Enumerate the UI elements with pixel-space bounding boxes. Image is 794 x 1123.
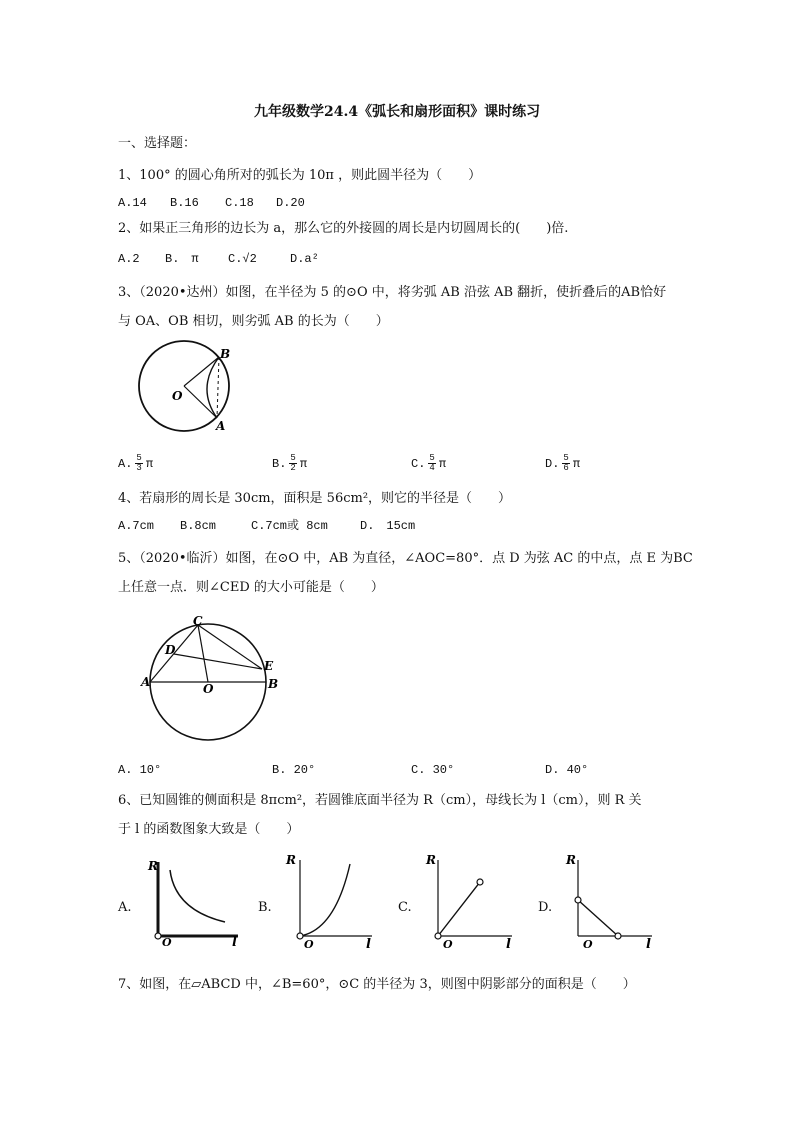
- q5-figure: [138, 612, 288, 762]
- q4-stem: 4、若扇形的周长是 30cm，面积是 56cm²，则它的半径是（ ）: [118, 491, 512, 506]
- q3-option-b: B. $\frac{5}{2}$ π: [272, 453, 308, 474]
- q3-stem-line2: 与 OA、OB 相切，则劣弧 AB 的长为（ ）: [118, 314, 389, 329]
- q6a-y-label: R: [148, 859, 158, 873]
- q6-graph-b: [280, 850, 380, 950]
- q6-stem-line1: 6、已知圆锥的侧面积是 8πcm²，若圆锥底面半径为 R（cm），母线长为 l（cm），则 R 关: [118, 793, 642, 808]
- q6d-x-intercept-point: [615, 933, 621, 939]
- q4-option-b: B.8cm: [180, 519, 217, 533]
- q6-option-a-label: A.: [118, 900, 132, 915]
- q6-graph-a: [140, 850, 250, 950]
- q2-option-b: B. π: [165, 252, 199, 266]
- q1-option-c: C.18: [225, 196, 254, 210]
- q5-label-b: B: [268, 677, 279, 691]
- section-heading: 一、选择题：: [118, 136, 197, 151]
- q6c-line: [438, 882, 480, 936]
- q2-option-d: D.a²: [290, 252, 319, 266]
- q6d-y-label: R: [566, 853, 576, 867]
- q1-option-d: D.20: [276, 196, 305, 210]
- q5-stem-line2: 上任意一点．则∠CED 的大小可能是（ ）: [118, 580, 384, 595]
- q6d-y-intercept-point: [575, 897, 581, 903]
- q6-graph-d: [560, 850, 660, 950]
- q4-option-d: D. 15cm: [360, 519, 416, 533]
- q5-label-o: O: [203, 682, 214, 696]
- q5-radius-oc: [198, 625, 208, 682]
- q6c-y-label: R: [426, 853, 436, 867]
- q1-option-b: B.16: [170, 196, 199, 210]
- q5-stem-line1: 5、（2020•临沂）如图，在⊙O 中，AB 为直径，∠AOC=80°．点 D 为弦 AC 的中点，点 E 为BC: [118, 551, 693, 566]
- q3-figure: [128, 338, 248, 438]
- q6a-origin-point: [155, 933, 161, 939]
- q3-chord-ab: [217, 357, 219, 418]
- q4-option-c: C.7cm或 8cm: [251, 519, 328, 533]
- q6c-origin-point: [435, 933, 441, 939]
- q6b-curve: [300, 864, 350, 936]
- q5-option-c: C. 30°: [411, 763, 455, 777]
- q3-radius-oa: [184, 386, 217, 418]
- q6d-origin-label: O: [583, 938, 593, 950]
- q3-label-o: O: [172, 389, 183, 403]
- q1-option-a: A.14: [118, 196, 147, 210]
- q5-label-d: D: [165, 643, 176, 657]
- q5-chord-ce: [198, 625, 262, 669]
- q5-option-a: A. 10°: [118, 763, 162, 777]
- q5-option-b: B. 20°: [272, 763, 316, 777]
- q6c-origin-label: O: [443, 938, 453, 950]
- q6b-origin-point: [297, 933, 303, 939]
- q6-option-c-label: C.: [398, 900, 412, 915]
- q6c-end-point: [477, 879, 483, 885]
- q6b-origin-label: O: [304, 938, 314, 950]
- q5-label-a: A: [141, 675, 151, 689]
- q2-option-a: A.2: [118, 252, 140, 266]
- q3-radius-ob: [184, 357, 219, 386]
- q6-option-b-label: B.: [258, 900, 272, 915]
- page-title: 九年级数学24.4《弧长和扇形面积》课时练习: [254, 104, 541, 120]
- q2-option-c: C.√2: [228, 252, 257, 266]
- q5-label-e: E: [264, 659, 274, 673]
- q6a-origin-label: O: [162, 936, 172, 949]
- q6d-line: [578, 900, 618, 936]
- q3-option-a: A. $\frac{5}{3}$ π: [118, 453, 154, 474]
- q6-graph-c: [420, 850, 520, 950]
- q1-stem: 1、100° 的圆心角所对的弧长为 10π ，则此圆半径为（ ）: [118, 168, 482, 183]
- q6b-x-label: l: [366, 937, 371, 950]
- q3-option-c: C. $\frac{5}{4}$ π: [411, 453, 447, 474]
- q3-option-d: D. $\frac{5}{6}$ π: [545, 453, 581, 474]
- q6a-curve: [170, 870, 225, 922]
- q6c-x-label: l: [506, 937, 511, 950]
- q3-label-b: B: [220, 347, 231, 361]
- q7-stem: 7、如图，在▱ABCD 中，∠B=60°，⊙C 的半径为 3，则图中阴影部分的面积是（ ）: [118, 977, 636, 992]
- q3-stem-line1: 3、（2020•达州）如图，在半径为 5 的⊙O 中，将劣弧 AB 沿弦 AB 翻折，使折叠后的AB恰好: [118, 285, 667, 300]
- q6a-x-label: l: [232, 935, 237, 950]
- q6d-x-label: l: [646, 937, 651, 950]
- q4-option-a: A.7cm: [118, 519, 155, 533]
- q3-label-a: A: [216, 419, 226, 433]
- q5-label-c: C: [193, 614, 203, 628]
- q6-stem-line2: 于 l 的函数图象大致是（ ）: [118, 822, 300, 837]
- q5-option-d: D. 40°: [545, 763, 589, 777]
- q6-option-d-label: D.: [538, 900, 553, 915]
- q5-segment-de: [174, 654, 262, 669]
- q2-stem: 2、如果正三角形的边长为 a，那么它的外接圆的周长是内切圆周长的( )倍.: [118, 221, 569, 236]
- q6b-y-label: R: [286, 853, 296, 867]
